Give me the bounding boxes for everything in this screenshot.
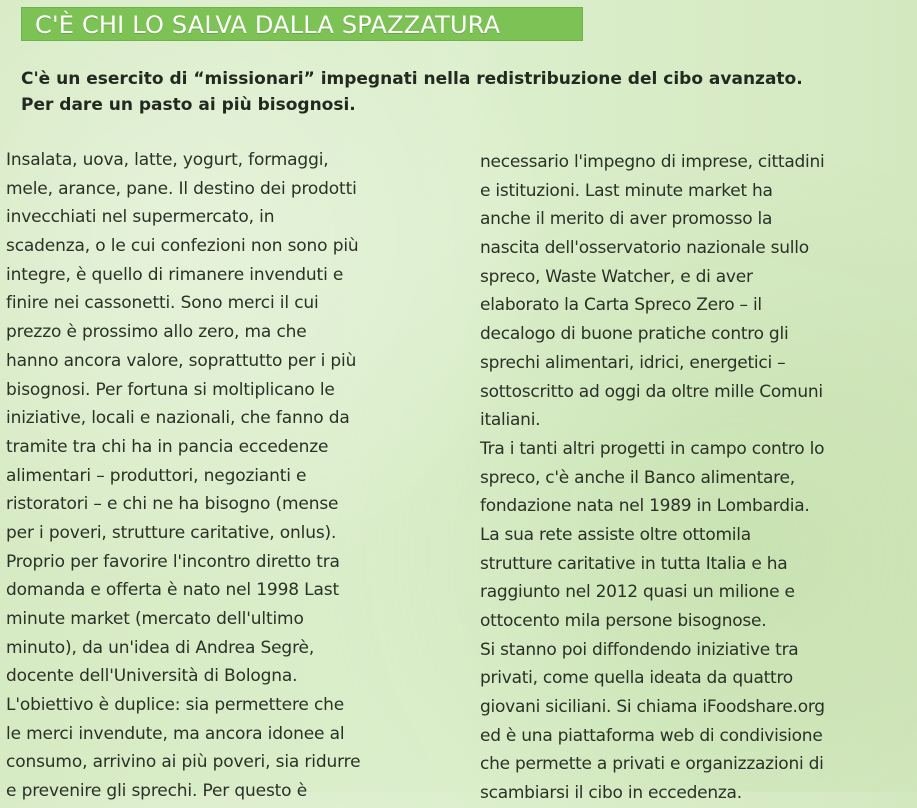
right-column-line: Tra i tanti altri progetti in campo contro lo <box>480 438 825 459</box>
article-subheading <box>21 66 881 118</box>
right-column-line: sprechi alimentari, idrici, energetici – <box>480 352 786 373</box>
left-column-line: per i poveri, strutture caritative, onlus). <box>6 522 337 543</box>
left-column-line: mele, arance, pane. Il destino dei prodotti <box>6 178 357 199</box>
subheading-line: C'è un esercito di “missionari” impegnati nella redistribuzione del cibo avanzato. <box>21 69 803 89</box>
right-column-line: privati, come quella ideata da quattro <box>480 668 793 689</box>
right-column-line: necessario l'impegno di imprese, cittadini <box>480 152 825 172</box>
right-column-line: e istituzioni. Last minute market ha <box>480 180 773 201</box>
left-column-line: e prevenire gli sprechi. Per questo è <box>6 781 307 802</box>
right-column-line: spreco, Waste Watcher, e di aver <box>480 266 753 287</box>
right-column-line: giovani siciliani. Si chiama iFoodshare.org <box>480 697 825 718</box>
left-column-line: consumo, arrivino ai più poveri, sia ridurre <box>6 752 361 773</box>
right-column-line: nascita dell'osservatorio nazionale sullo <box>480 238 809 259</box>
right-column-line: Si stanno poi diffondendo iniziative tra <box>480 639 799 660</box>
right-column-line: raggiunto nel 2012 quasi un milione e <box>480 582 795 603</box>
left-column-line: finire nei cassonetti. Sono merci il cui <box>6 293 319 314</box>
left-column-line: integre, è quello di rimanere invenduti e <box>6 264 344 285</box>
left-column-line: L'obiettivo è duplice: sia permettere che <box>6 695 345 716</box>
article-title: C'È CHI LO SALVA DALLA SPAZZATURA <box>35 11 501 39</box>
subheading-line: Per dare un pasto ai più bisognosi. <box>21 95 356 115</box>
left-column-line: le merci invendute, ma ancora idonee al <box>6 723 345 744</box>
left-column-line: ristoratori – e chi ne ha bisogno (mense <box>6 494 339 515</box>
right-column-line: spreco, c'è anche il Banco alimentare, <box>480 467 795 488</box>
left-column-line: alimentari – produttori, negozianti e <box>6 465 307 486</box>
left-column-line: iniziative, locali e nazionali, che fanno da <box>6 408 350 429</box>
left-column-line: domanda e offerta è nato nel 1998 Last <box>6 580 339 601</box>
right-column-line: ed è una piattaforma web di condivisione <box>480 725 823 746</box>
left-column-line: scadenza, o le cui confezioni non sono più <box>6 236 359 257</box>
left-column-line: minute market (mercato dell'ultimo <box>6 609 304 629</box>
right-column-line: La sua rete assiste oltre ottomila <box>480 524 751 545</box>
right-column-line: strutture caritative in tutta Italia e ha <box>480 553 788 574</box>
left-column-line: prezzo è prossimo allo zero, ma che <box>6 322 307 343</box>
left-column-line: Insalata, uova, latte, yogurt, formaggi, <box>6 150 329 170</box>
left-column-line: Proprio per favorire l'incontro diretto tra <box>6 551 340 572</box>
left-column-line: hanno ancora valore, soprattutto per i più <box>6 350 357 371</box>
right-column-line: fondazione nata nel 1989 in Lombardia. <box>480 496 810 517</box>
right-column-line: italiani. <box>480 410 541 431</box>
left-column-line: tramite tra chi ha in pancia eccedenze <box>6 436 329 457</box>
right-column-line: sottoscritto ad oggi da oltre mille Comuni <box>480 381 823 402</box>
right-column-line: decalogo di buone pratiche contro gli <box>480 324 789 345</box>
right-column-line: scambiarsi il cibo in eccedenza. <box>480 783 742 804</box>
left-column-line: docente dell'Università di Bologna. <box>6 666 298 687</box>
right-text-column <box>480 148 917 808</box>
right-column-line: elaborato la Carta Spreco Zero – il <box>480 295 762 316</box>
left-column-line: invecchiati nel supermercato, in <box>6 207 275 228</box>
right-column-line: che permette a privati e organizzazioni di <box>480 754 824 775</box>
right-column-line: ottocento mila persone bisognose. <box>480 611 767 631</box>
left-text-column <box>6 146 456 806</box>
left-column-line: minuto), da un'idea di Andrea Segrè, <box>6 637 315 658</box>
left-column-line: bisognosi. Per fortuna si moltiplicano le <box>6 379 335 400</box>
right-column-line: anche il merito di aver promosso la <box>480 209 773 230</box>
